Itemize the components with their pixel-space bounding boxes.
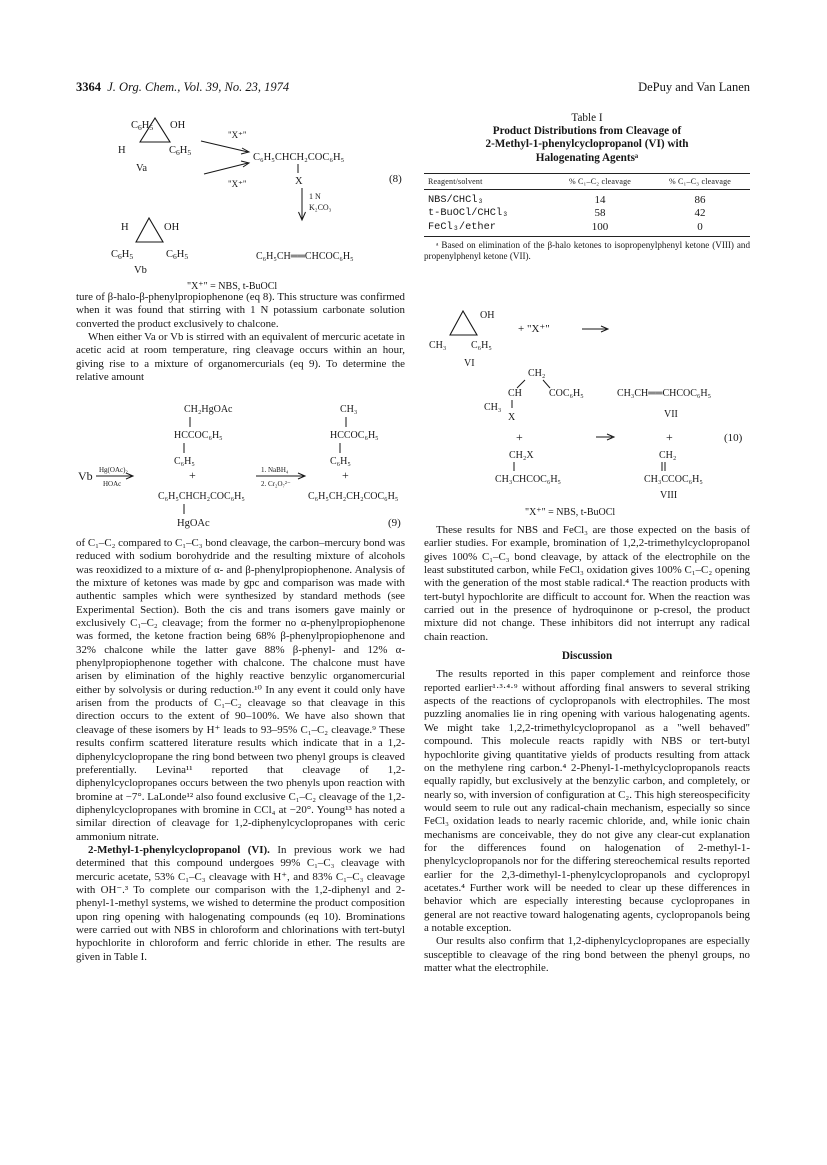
table-row: t-BuOCl/CHCl₃ 58 42 (428, 207, 706, 220)
label-vi: VI (464, 358, 475, 369)
product-haloketone: C₆H₅CHCH₂COC₆H₅ (253, 152, 345, 163)
condition-1n: 1 N (309, 192, 321, 201)
scheme-equation-10 (424, 296, 751, 521)
section-title-vi: 2-Methyl-1-phenylcyclopropanol (VI). (88, 843, 270, 856)
mercurial-a-line3: C₆H₅ (174, 456, 195, 467)
equation-number-10: (10) (724, 432, 743, 444)
page-header-left (76, 80, 289, 95)
cyclopropane-ring-vi (450, 311, 477, 335)
mercurial-a-line2: HCCOC₆H₅ (174, 430, 223, 441)
col-header-c1c2: % C₁–C₂ cleavage (550, 173, 650, 189)
ketone-b: C₆H₅CH₂CH₂COC₆H₅ (308, 491, 399, 502)
plus-right: + (342, 468, 349, 482)
journal-citation: J. Org. Chem., Vol. 39, No. 23, 1974 (107, 80, 290, 94)
scheme-equation-9 (76, 400, 411, 534)
product-chalcone: C₆H₅CH══CHCOC₆H₅ (256, 251, 354, 262)
plus-left: + (189, 468, 196, 482)
vb-c6h5-left: C6H5 (111, 249, 134, 261)
arrow-upper (201, 141, 248, 152)
p1-coc6h5: COC₆H₅ (549, 388, 584, 399)
ketone-a-line2: HCCOC₆H₅ (330, 430, 379, 441)
p1-ch3: CH₃ (484, 402, 502, 413)
table-title-line1: Product Distributions from Cleavage of (492, 125, 682, 138)
right-column (424, 524, 750, 975)
left-column-upper (76, 291, 405, 384)
p4-ch2: CH₂ (659, 450, 677, 461)
paragraph-discussion-2: Our results also confirm that 1,2-diphenylcyclopropanes are especially susceptible to cleavage of the ring bond between the phenyl groups, no matter what the electrophile. (424, 935, 750, 974)
ketone-a-line1: CH₃ (340, 404, 358, 415)
label-va: Va (136, 163, 148, 174)
va-c6h5-top: C6H5 (131, 120, 154, 132)
col-header-reagent: Reagent/solvent (424, 173, 550, 189)
arrow-lower (204, 163, 248, 174)
va-c6h5-bottom: C6H5 (169, 145, 192, 157)
table-caption (424, 112, 750, 165)
condition-k2co3: K₂CO₃ (309, 203, 332, 212)
vb-c6h5-right: C6H5 (166, 249, 189, 261)
paragraph-discussion-1: The results reported in this paper complement and reinforce those reported earlier¹·³·⁴·⁹ without affording final answers to several striking aspects of the reactions of cyclopropanols with electrophiles. The most puzzling anomalies lie in ring opening with various halogenating agents. We might take 1,2,2-trimethylcyclopropanol as a "well behaved" compound. This molecule reacts rapidly with NBS or tert-butyl hypochlorite giving quantitative yields of products resulting from attack on the methylene ring carbon.⁴ 2-Phenyl-1-methylcyclopropanols reacts equally rapidly, but exclusively at the benzylic carbon, and completely, or nearly so, with inversion of configuration at C₂. This high stereospecificity would seem to rule out any radical-chain mechanism, especially so since FeCl₃ oxidation leads to nearly racemic chloride, and, while ionic chain mechanisms are conceivable, they do not give any clear-cut explanation for the differences found on halogenation of 2-methyl-1-phenylcyclopropanols nor for the differing stereochemical results reported earlier for the 2,3-dimethyl-1-phenylcyclopropanols and cyclopropyl acetates.⁴ Further work will be needed to clear up these differences in behavior which are especially interesting because cyclopropanes in general are not reactive toward halogenating agents, cyclopropanols being a notable exception. (424, 668, 751, 934)
table-label: Table I (571, 112, 603, 124)
p4-chain: CH₃CCOC₆H₅ (644, 474, 703, 485)
reagent-definition-10: "X⁺" = NBS, t-BuOCl (525, 507, 616, 518)
mercurial-b-line2: HgOAc (177, 518, 210, 529)
p3-chain: CH₃CHCOC₆H₅ (495, 474, 562, 485)
equation-number-8: (8) (389, 173, 402, 185)
paragraph-structure-confirmation: ture of β-halo-β-phenylpropiophenone (eq 8). This structure was confirmed when it was found that stirring with 1 N potassium carbonate solution converted the product exclusively to chalcone. (76, 291, 405, 330)
reagent-dichromate: 2. Cr₂O₇²⁻ (261, 480, 291, 488)
va-h: H (118, 145, 126, 156)
label-vb-eq9: Vb (78, 469, 93, 483)
mercurial-a-line1: CH₂HgOAc (184, 404, 233, 415)
page-number: 3364 (76, 80, 101, 94)
p1-ch: CH (508, 388, 522, 399)
p1-ch2: CH₂ (528, 368, 546, 379)
vi-oh: OH (480, 310, 495, 321)
table-product-distribution (424, 173, 750, 237)
reagent-hgoac2: Hg(OAc)₂ (99, 466, 128, 474)
table-title-line3: Halogenating Agentsᵃ (535, 151, 639, 164)
p1-x: X (508, 412, 516, 423)
va-oh: OH (170, 120, 186, 131)
reagent-plus-x: + "X⁺" (518, 323, 550, 335)
table-footnote: ᵃ Based on elimination of the β-halo ketones to isopropenylphenyl ketone (VIII) and propenylphenyl ketone (VII). (424, 240, 750, 262)
page-header-authors: DePuy and Van Lanen (638, 80, 750, 94)
product-x: X (295, 176, 303, 187)
col-header-c1c3: % C₁–C₃ cleavage (650, 173, 750, 189)
equation-number-9: (9) (388, 517, 401, 529)
mercurial-b-line1: C₆H₅CHCH₂COC₆H₅ (158, 491, 245, 502)
paragraph-nbs-fecl3: These results for NBS and FeCl₃ are those expected on the basis of earlier studies. For example, bromination of 1,2,2-trimethylcyclopropanol gives 100% C₁–C₃ bond cleavage, by attack of the electrophile on the least substituted carbon, while FeCl₃ oxidation gives 100% C₁–C₂ opening with the generation of the most stable radical.⁴ The reaction products with tert-butyl hypochlorite are difficult to account for. When the reaction was carried out in the presence of hydroquinone or p-cresol, the product mixture did not change. These inhibitors did not interrupt any radical chain reaction. (424, 524, 750, 643)
paragraph-cleavage-analysis: of C₁–C₂ compared to C₁–C₃ bond cleavage, the carbon–mercury bond was reduced with sodium borohydride and the resulting mixture of alcohols was reoxidized to a mixture of α- and β-phenylpropiophenone. Analysis of the mixture of ketones was made by gpc and comparison was made with authentic samples which were synthesized by standard methods (see Experimental Section). Both the cis and trans isomers gave mainly or exclusively C₁–C₂ cleavage; from the former no α-phenylpropiophenone was formed, the ketone fraction being 68% β-phenylpropiophenone and 32% chalcone while the latter gave 88% β-phenyl- and 12% α-phenylpropiophenone together with chalcone. The chalcone must have arisen by elimination of the highly reactive benzylic organomercurial either by solvolysis or during reduction.¹⁰ In any event it could only have arisen from the products of C₁–C₂ cleavage so that cleavage in this direction occurs to the extent of 90–100%. We have also shown that cleavage of these isomers by H⁺ leads to 93–95% C₁–C₂ cleavage.⁹ These results confirm scattered literature results which indicate that in a 1,2-diphenylcyclopropane the ring bond between two phenyl groups is cleaved preferentially. Levina¹¹ reported that cleavage of 1,2-diphenylcyclopropanes occurs between the two phenyls upon reaction with bromine at −7°. LaLonde¹² also found exclusive C₁–C₂ cleavage of the 1,2-diphenylcyclopropanes with bromine in CCl₄ at −20°. Young¹³ has noted a similar direction of cleavage for 1,2-diphenylcyclopropanes with ceric ammonium nitrate. (76, 537, 405, 843)
ketone-a-line3: C₆H₅ (330, 456, 351, 467)
product-propenyl-ketone: CH₃CH══CHCOC₆H₅ (617, 388, 712, 399)
reagent-nabh4: 1. NaBH₄ (261, 466, 289, 474)
scheme-equation-8 (76, 108, 411, 294)
reagent-definition-8: "X⁺" = NBS, t-BuOCl (187, 281, 278, 292)
paragraph-methylphenylcyclopropanol: 2-Methyl-1-phenylcyclopropanol (VI). In previous work we had determined that this compound undergoes 99% C₁–C₃ cleavage with mercuric acetate, 53% C₁–C₃ cleavage with H⁺, and 83% C₁–C₃ cleavage with OH⁻.³ To complete our comparison with the 1,2-diphenyl and 2-phenyl-1-methyl systems, we wished to determine the product composition upon ring opening with halogenating compounds (eq 10). Brominations were carried out with NBS in chloroform and chlorinations with tert-butyl hypochlorite in chloroform and ferric chloride in ether. The results are given in Table I. (76, 843, 405, 963)
table-title-line2: 2-Methyl-1-phenylcyclopropanol (VI) with (485, 138, 689, 151)
plus-eq10-left: + (516, 430, 523, 444)
vb-h: H (121, 222, 129, 233)
label-viii: VIII (660, 490, 678, 501)
plus-eq10-right: + (666, 430, 673, 444)
paragraph-mercuric-acetate: When either Va or Vb is stirred with an equivalent of mercuric acetate in acetic acid at room temperature, ring cleavage occurs within an hour, giving rise to a mixture of organomercurials (eq 9). To determine the relative amount (76, 331, 405, 384)
reagent-x-bottom: "X⁺" (228, 179, 247, 189)
reagent-x-top: "X⁺" (228, 130, 247, 140)
cyclopropane-ring-vb (136, 218, 163, 242)
vb-oh: OH (164, 222, 180, 233)
left-column-lower (76, 537, 405, 964)
label-vii: VII (664, 409, 678, 420)
table-row: NBS/CHCl₃ 14 86 (428, 193, 706, 206)
section-heading-discussion: Discussion (561, 650, 613, 663)
label-vb: Vb (134, 265, 147, 276)
table-1 (424, 112, 750, 262)
p3-ch2x: CH₂X (509, 450, 534, 461)
reagent-hoac: HOAc (103, 480, 122, 488)
table-row: FeCl₃/ether 100 0 (424, 221, 750, 237)
vi-ch3: CH₃ (429, 340, 447, 351)
table-header-row (424, 173, 750, 189)
vi-c6h5: C₆H₅ (471, 340, 492, 351)
